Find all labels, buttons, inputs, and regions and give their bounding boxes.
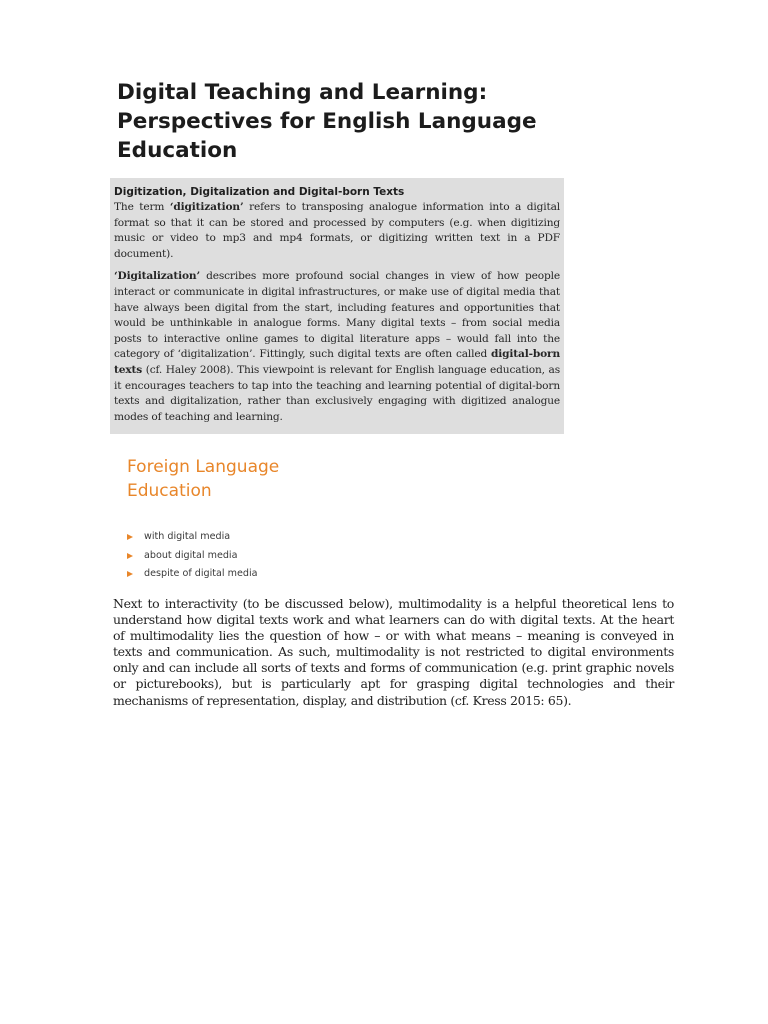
digitization-paragraph [114,200,560,262]
digital-born-term: digital-born texts [114,348,560,376]
bullet-item [127,565,258,584]
digitization-term: ‘digitization’ [169,201,244,213]
triangle-right-icon [127,553,133,559]
bullet-item-text: about digital media [144,549,238,561]
digitalization-paragraph [114,269,560,425]
bullet-item [127,547,258,566]
body-paragraph: Next to interactivity (to be discussed below), multimodality is a helpful theoretical lens to understand how digital texts work and what learners can do with digital texts. At the heart of multimodality lies the question of how – or with what means – meaning is conveyed in texts and communication. As such, multimodality is not restricted to digital environments only and can include all sorts of texts and forms of communication (e.g. print graphic novels or picturebooks), but is particularly apt for grasping digital technologies and their mechanisms of representation, display, and distribution (cf. Kress 2015: 65). [113,596,674,708]
digitalization-mid: describes more profound social changes in view of how people interact or communicate in digital infrastructures, or make use of digital media that have always been digital from the start, including features and opportunities that would be unthinkable in analogue forms. Many digital texts – from social media posts to interactive online games to digital literature apps – would fall into the category of ‘digitalization’. Fittingly, such digital texts are often called [114,270,560,361]
bullet-list [127,528,258,584]
bullet-item-text: with digital media [144,531,231,542]
triangle-right-icon [127,534,133,540]
section-heading [127,455,279,503]
digitalization-term: ‘Digitalization’ [114,270,200,283]
digitization-post: refers to transposing analogue information into a digital format so that it can be stored and processed by computers (e.g. when digitizing music or video to mp3 and mp4 formats, or digitizing written text in a PDF document). [114,201,560,260]
triangle-right-icon [127,571,133,577]
definition-box [110,178,564,434]
section-heading-line-2: Education [127,481,212,501]
title-line-3: Education [117,138,238,163]
document-title [117,78,577,165]
definition-box-heading: Digitization, Digitalization and Digital-born Texts [114,186,405,198]
title-line-2: Perspectives for English Language [117,109,537,134]
digitization-pre: The term [114,201,170,213]
bullet-item-text: despite of digital media [144,568,258,579]
section-heading-line-1: Foreign Language [127,457,280,477]
title-line-1: Digital Teaching and Learning: [117,80,488,105]
bullet-item [127,528,258,547]
digitalization-post: (cf. Haley 2008). This viewpoint is relevant for English language education, as it encourages teachers to tap into the teaching and learning potential of digital-born texts and digitalization, rather than exclusively engaging with digitized analogue modes of teaching and learning. [114,363,560,423]
